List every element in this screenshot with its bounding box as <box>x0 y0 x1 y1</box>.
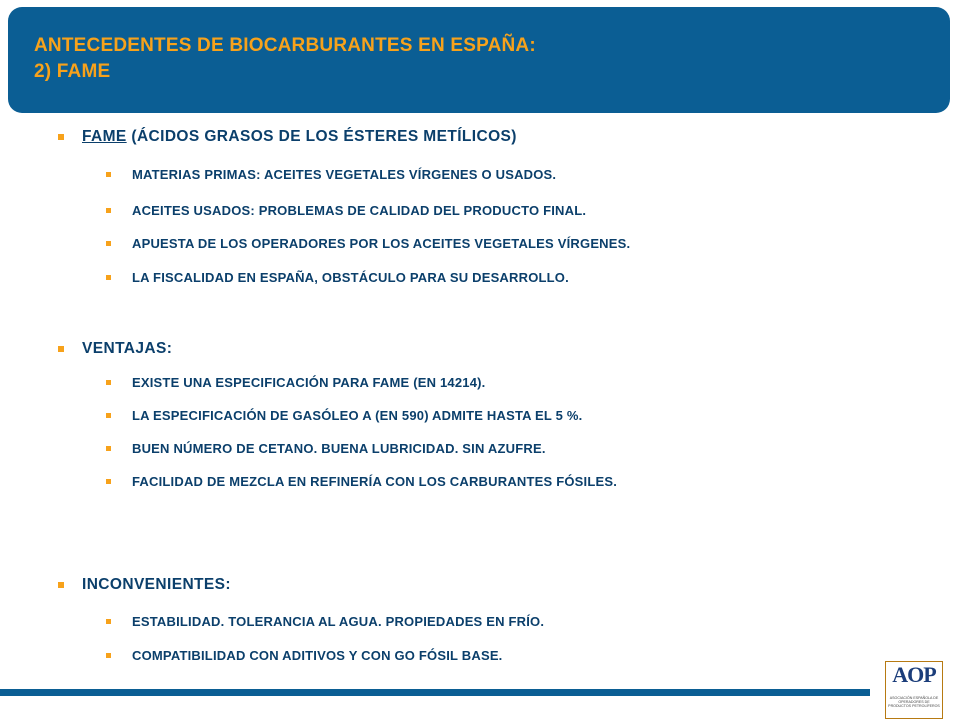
bullet-square-icon <box>106 241 111 246</box>
fame-underlined: FAME <box>82 128 127 145</box>
bullet-square-icon <box>106 208 111 213</box>
slide-title-line2: 2) FAME <box>34 61 111 82</box>
bullet-square-icon <box>58 346 64 352</box>
bullet-square-icon <box>106 380 111 385</box>
bottom-divider <box>0 689 870 696</box>
logo-text: AOP <box>892 662 936 687</box>
bullet-square-icon <box>106 446 111 451</box>
aop-logo <box>885 661 943 719</box>
bullet-square-icon <box>106 479 111 484</box>
bullet-square-icon <box>106 172 111 177</box>
slide-title-line1: ANTECEDENTES DE BIOCARBURANTES EN ESPAÑA: <box>34 35 536 56</box>
bullet-square-icon <box>106 413 111 418</box>
bullet-square-icon <box>106 275 111 280</box>
title-banner <box>8 7 950 113</box>
bullet-square-icon <box>106 619 111 624</box>
bullet-square-icon <box>58 582 64 588</box>
logo-subtext: ASOCIACIÓN ESPAÑOLA DE OPERADORES DE PRODUCTOS PETROLÍFEROS <box>888 696 940 709</box>
bullet-square-icon <box>106 653 111 658</box>
bullet-square-icon <box>58 134 64 140</box>
fame-heading-rest: (ÁCIDOS GRASOS DE LOS ÉSTERES METÍLICOS) <box>126 128 517 145</box>
